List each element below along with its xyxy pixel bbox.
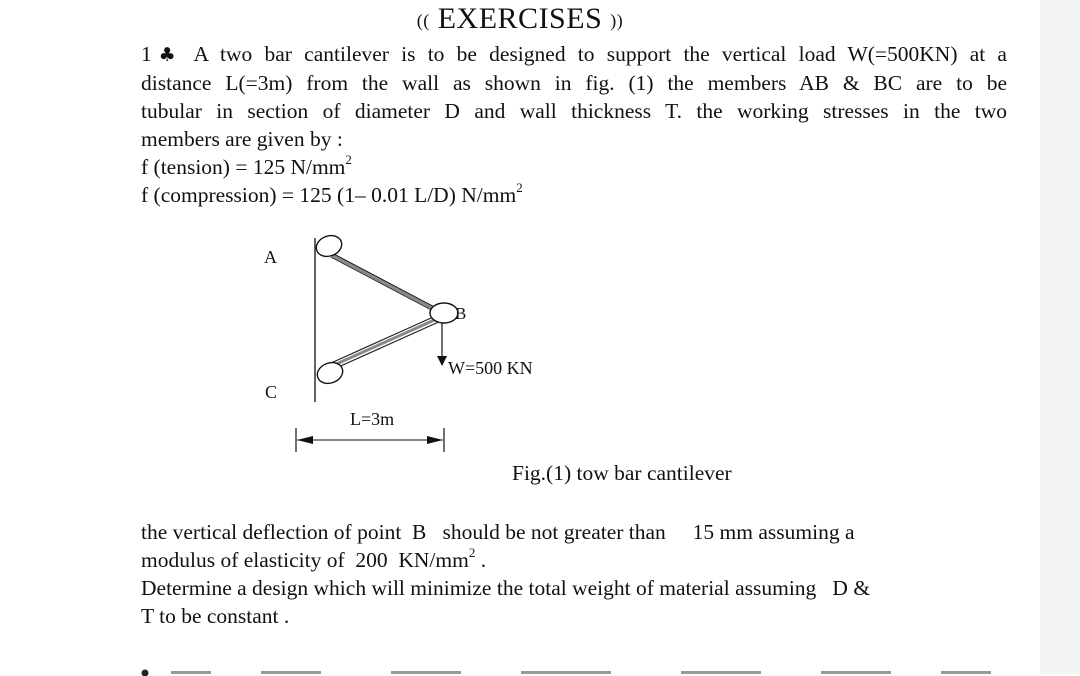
bar-ab-edge-2 [331, 257, 443, 316]
figure-caption: Fig.(1) tow bar cantilever [512, 461, 732, 486]
bar-bc-fill [332, 317, 441, 366]
next-line-fragment [141, 664, 1001, 676]
problem-line-2: distance L(=3m) from the wall as shown in fig. (1) the members AB & BC are to be [141, 69, 1007, 97]
bar-bc-edge-1 [331, 314, 440, 363]
right-scroll-margin [1040, 0, 1080, 674]
design-conditions [141, 518, 1007, 630]
bar-ab-edge-1 [328, 251, 440, 310]
problem-number: 1 [141, 42, 152, 66]
conditions-line-4: T to be constant . [141, 602, 1007, 630]
club-bullet-icon: ♣ [152, 44, 183, 66]
problem-line-1: 1♣ A two bar cantilever is to be designed to support the vertical load W(=500KN) at a [141, 40, 1007, 69]
length-label: L=3m [350, 409, 394, 429]
load-arrow-head-icon [437, 356, 447, 366]
dim-arrow-left-icon [297, 436, 313, 444]
title-close-paren: )) [610, 11, 623, 31]
pin-b-icon [430, 303, 458, 323]
compression-stress: f (compression) = 125 (1– 0.01 L/D) $N/mm^2$ [141, 181, 1007, 209]
problem-line-3: tubular in section of diameter D and wall thickness T. the working stresses in the two [141, 97, 1007, 125]
label-c: C [265, 382, 277, 402]
label-b: B [455, 304, 466, 323]
load-label: W=500 KN [448, 358, 533, 378]
conditions-line-1: the vertical deflection of point B should be not greater than 15 mm assuming a [141, 518, 1007, 546]
pin-a-icon [313, 232, 344, 260]
dim-arrow-right-icon [427, 436, 443, 444]
label-a: A [264, 247, 277, 267]
bar-ab-fill [329, 254, 441, 313]
conditions-line-2: modulus of elasticity of 200 $KN/mm^2$ . [141, 546, 1007, 574]
title-text: EXERCISES [438, 2, 603, 35]
title-open-paren: (( [417, 11, 430, 31]
bar-bc-edge-2 [334, 320, 443, 369]
tension-stress: f (tension) = 125 $N/mm^2$ [141, 153, 1007, 181]
conditions-line-3: Determine a design which will minimize the total weight of material assuming D & [141, 574, 1007, 602]
problem-line-4: members are given by : [141, 125, 1007, 153]
